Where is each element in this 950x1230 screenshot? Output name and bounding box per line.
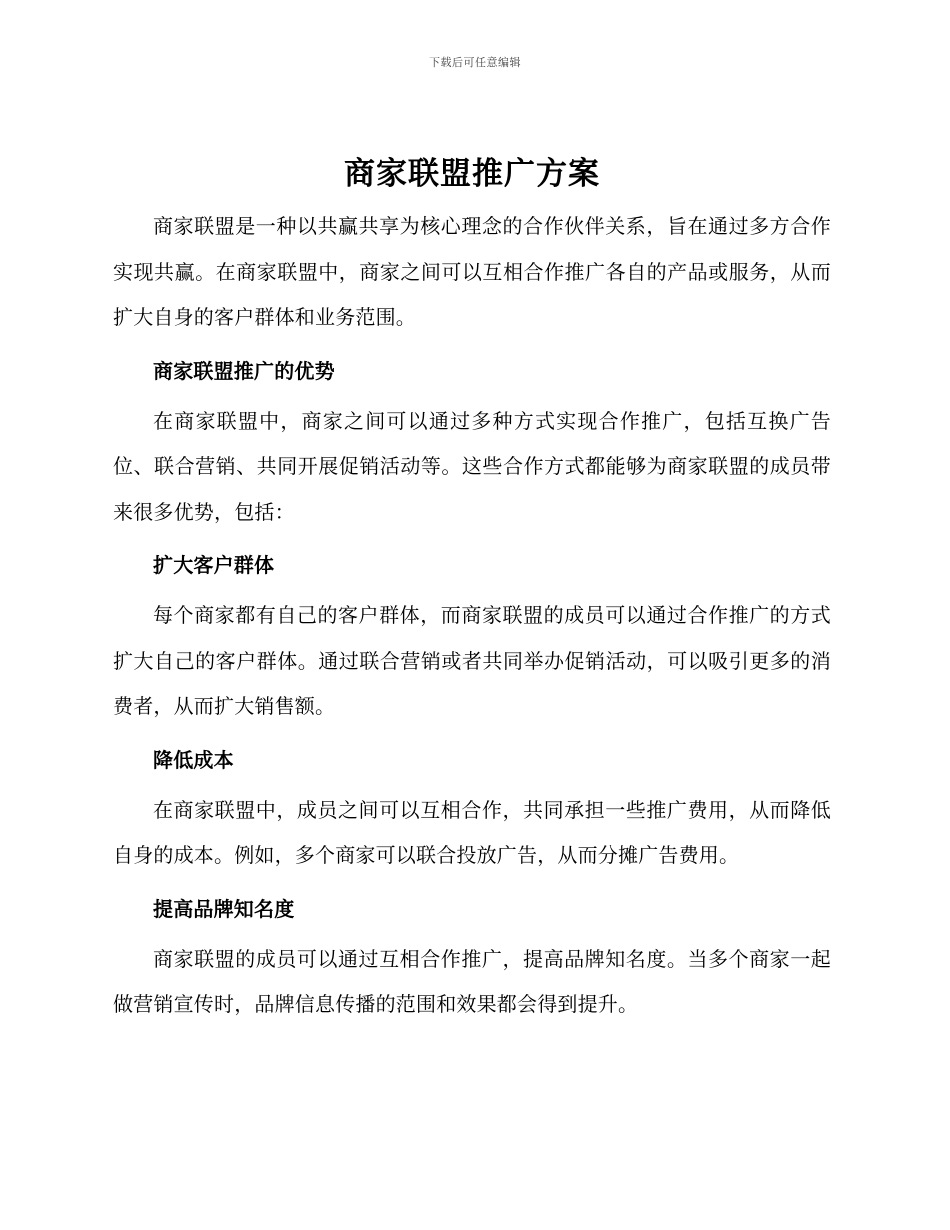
section-paragraph-brand-awareness: 商家联盟的成员可以通过互相合作推广，提高品牌知名度。当多个商家一起做营销宣传时，品牌信息传播的范围和效果都会得到提升。: [113, 946, 831, 1016]
document-title: 商家联盟推广方案: [344, 156, 600, 192]
section-heading-reduce-cost: 降低成本: [153, 747, 234, 772]
section-paragraph-reduce-cost: 在商家联盟中，成员之间可以互相合作，共同承担一些推广费用，从而降低自身的成本。例如，多个商家可以联合投放广告，从而分摊广告费用。: [113, 797, 831, 867]
section-paragraph-expand-customers: 每个商家都有自己的客户群体，而商家联盟的成员可以通过合作推广的方式扩大自己的客户群体。通过联合营销或者共同举办促销活动，可以吸引更多的消费者，从而扩大销售额。: [113, 603, 831, 718]
intro-paragraph: 商家联盟是一种以共赢共享为核心理念的合作伙伴关系，旨在通过多方合作实现共赢。在商家联盟中，商家之间可以互相合作推广各自的产品或服务，从而扩大自身的客户群体和业务范围。: [113, 214, 831, 329]
document-body: [113, 148, 831, 1028]
section-heading-brand-awareness: 提高品牌知名度: [153, 896, 295, 921]
section-heading-expand-customers: 扩大客户群体: [153, 553, 275, 577]
header-note: 下载后可任意编辑: [429, 56, 521, 69]
section-heading-advantages: 商家联盟推广的优势: [153, 358, 335, 383]
section-paragraph-advantages: 在商家联盟中，商家之间可以通过多种方式实现合作推广，包括互换广告位、联合营销、共同开展促销活动等。这些合作方式都能够为商家联盟的成员带来很多优势，包括：: [113, 408, 831, 524]
